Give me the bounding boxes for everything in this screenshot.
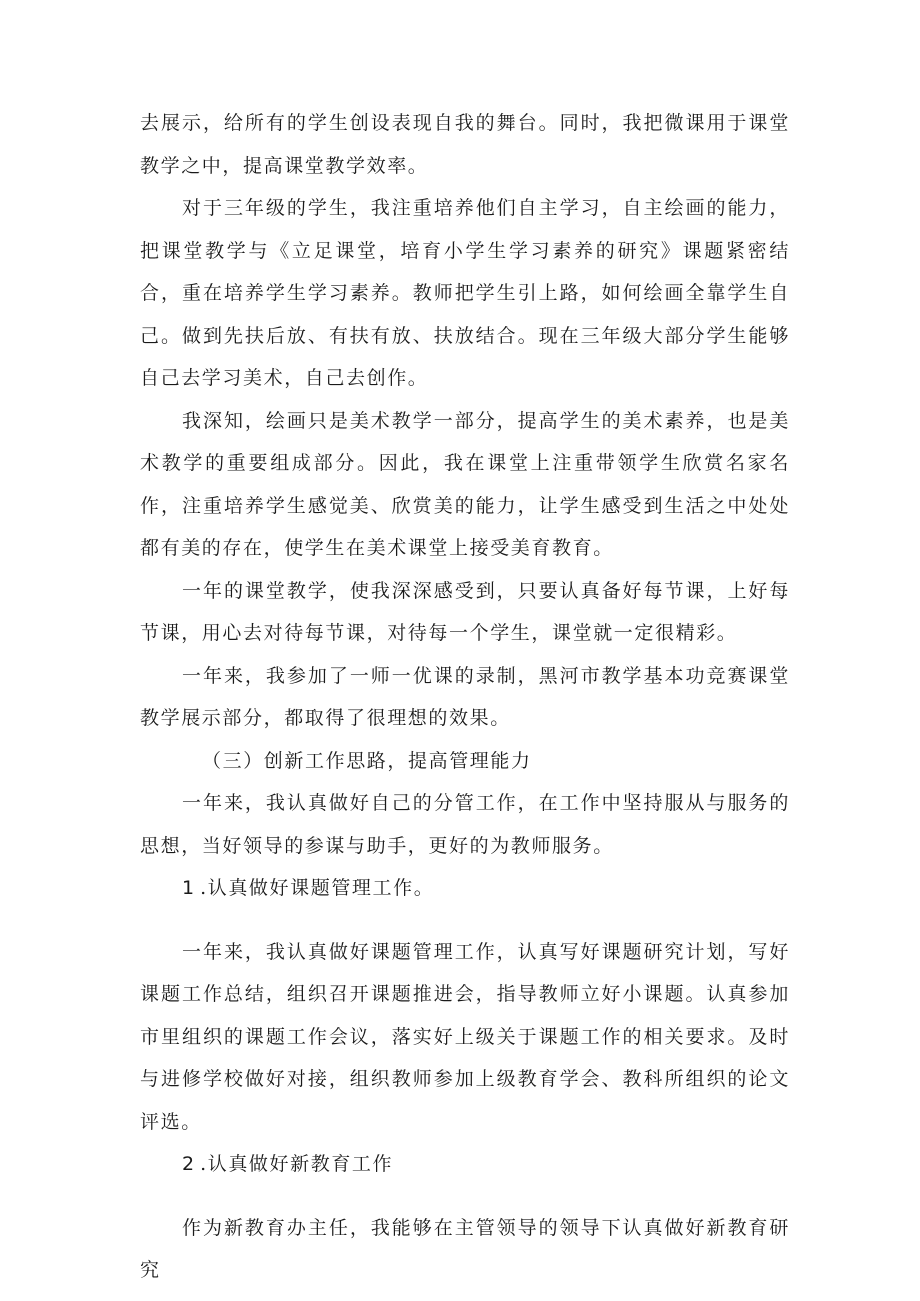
item-title-1 — [140, 867, 790, 910]
paragraph-continued: 去展示，给所有的学生创设表现自我的舞台。同时，我把微课用于课堂教学之中，提高课堂教学效率。 — [140, 112, 790, 177]
paragraph-art-literacy: 我深知，绘画只是美术教学一部分，提高学生的美术素养，也是美术教学的重要组成部分。因此，我在课堂上注重带领学生欣赏名家名作，注重培养学生感觉美、欣赏美的能力，让学生感受到生活之中处处都有美的存在，使学生在美术课堂上接受美育教育。 — [140, 409, 790, 559]
paragraph-achievements: 一年来，我参加了一师一优课的录制，黑河市教学基本功竞赛课堂教学展示部分，都取得了很理想的效果。 — [140, 664, 790, 729]
paragraph-teaching-year: 一年的课堂教学，使我深深感受到，只要认真备好每节课，上好每节课，用心去对待每节课，对待每一个学生，课堂就一定很精彩。 — [140, 579, 790, 644]
item-number-1: 1 — [182, 877, 195, 899]
section-heading: （三）创新工作思路，提高管理能力 — [202, 749, 532, 772]
item-body-2: 作为新教育办主任，我能够在主管领导的领导下认真做好新教育研究 — [140, 1216, 790, 1281]
section-intro: 一年来，我认真做好自己的分管工作，在工作中坚持服从与服务的思想，当好领导的参谋与助手，更好的为教师服务。 — [140, 792, 790, 857]
document-page — [140, 102, 790, 1292]
item-title-2 — [140, 1143, 790, 1186]
item-title-text-2: .认真做好新教育工作 — [200, 1153, 394, 1175]
item-body-1: 一年来，我认真做好课题管理工作，认真写好课题研究计划，写好课题工作总结，组织召开课题推进会，指导教师立好小课题。认真参加市里组织的课题工作会议，落实好上级关于课题工作的相关要求。及时与进修学校做好对接，组织教师参加上级教育学会、教科所组织的论文评选。 — [140, 940, 790, 1133]
paragraph-grade-three: 对于三年级的学生，我注重培养他们自主学习，自主绘画的能力，把课堂教学与《立足课堂，培育小学生学习素养的研究》课题紧密结合，重在培养学生学习素养。教师把学生引上路，如何绘画全靠学生自己。做到先扶后放、有扶有放、扶放结合。现在三年级大部分学生能够自己去学习美术，自己去创作。 — [140, 197, 790, 389]
item-number-2: 2 — [182, 1153, 195, 1175]
item-title-text-1: .认真做好课题管理工作。 — [200, 877, 435, 899]
